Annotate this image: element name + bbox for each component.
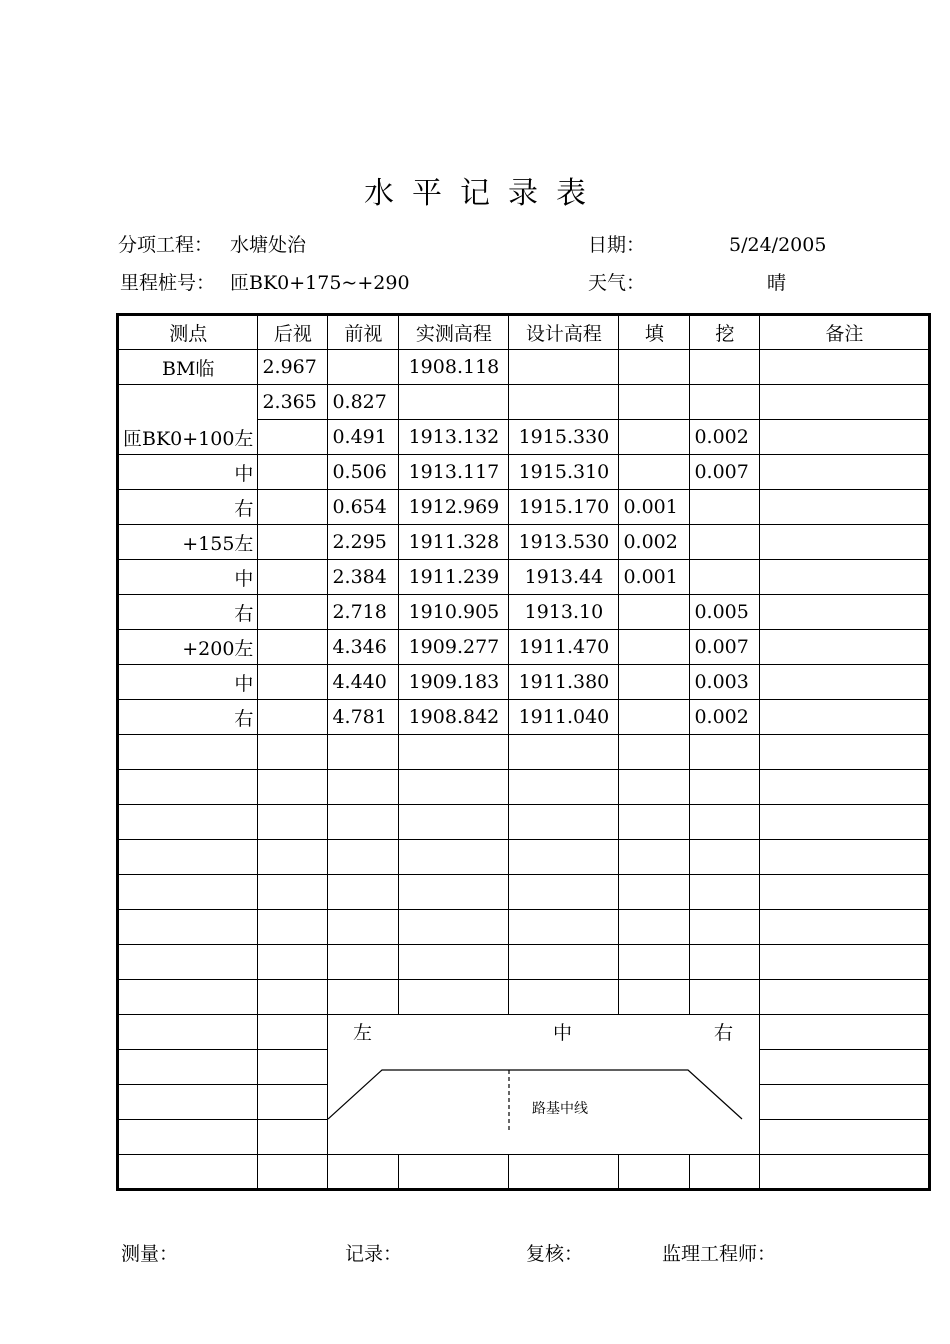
item-label: 分项工程： (118, 234, 214, 256)
col-header-foresight: 前视 (328, 315, 399, 350)
table-row (118, 455, 930, 490)
cell-point: 右 (118, 595, 258, 630)
cell-fill (619, 595, 690, 630)
date-value: 5/24/2005 (729, 234, 827, 256)
cell-design: 1913.44 (509, 560, 619, 595)
cell-measured: 1908.842 (399, 700, 509, 735)
cell-measured: 1912.969 (399, 490, 509, 525)
cell-foresight: 4.440 (328, 665, 399, 700)
station-label: 里程桩号： (120, 272, 216, 294)
cell-cut: 0.002 (690, 420, 760, 455)
footer-supervisor: 监理工程师： (662, 1243, 777, 1265)
cell-foresight (328, 350, 399, 385)
cell-point: 中 (118, 455, 258, 490)
cell-remarks (760, 420, 930, 455)
cell-cut (690, 525, 760, 560)
cell-remarks (760, 525, 930, 560)
table-row (118, 595, 930, 630)
table-row (118, 560, 930, 595)
empty-row (118, 770, 930, 805)
cell-remarks (760, 385, 930, 420)
empty-row (118, 840, 930, 875)
diagram-label-right: 右 (714, 1022, 734, 1044)
footer-surveyor: 测量： (121, 1243, 179, 1265)
cell-point: 右 (118, 490, 258, 525)
table-row (118, 630, 930, 665)
cell-backsight (258, 490, 328, 525)
cell-remarks (760, 455, 930, 490)
cell-point: +155左 (118, 525, 258, 560)
cell-fill (619, 665, 690, 700)
cell-fill: 0.001 (619, 560, 690, 595)
col-header-fill: 填 (619, 315, 690, 350)
cell-point: 中 (118, 560, 258, 595)
cell-backsight: 2.967 (258, 350, 328, 385)
empty-row (118, 1155, 930, 1190)
cell-remarks (760, 700, 930, 735)
table-row (118, 490, 930, 525)
cell-foresight: 0.506 (328, 455, 399, 490)
cell-measured (399, 385, 509, 420)
cell-backsight (258, 700, 328, 735)
cell-cut: 0.007 (690, 630, 760, 665)
item-value: 水塘处治 (230, 234, 307, 256)
cell-measured: 1913.132 (399, 420, 509, 455)
cell-fill (619, 455, 690, 490)
cell-design: 1913.10 (509, 595, 619, 630)
cell-foresight: 0.491 (328, 420, 399, 455)
cell-design (509, 385, 619, 420)
footer-recorder: 记录： (345, 1243, 403, 1265)
cell-point (118, 385, 258, 420)
cell-foresight: 2.295 (328, 525, 399, 560)
cell-cut: 0.002 (690, 700, 760, 735)
cell-design: 1911.380 (509, 665, 619, 700)
cell-remarks (760, 560, 930, 595)
cell-fill (619, 385, 690, 420)
cell-design: 1913.530 (509, 525, 619, 560)
footer-checker: 复核： (526, 1243, 584, 1265)
date-label: 日期： (588, 234, 646, 256)
level-record-table (116, 313, 931, 1191)
roadbed-outline (328, 1015, 759, 1155)
diagram-label-center: 中 (553, 1022, 573, 1044)
cell-fill (619, 350, 690, 385)
cell-backsight: 2.365 (258, 385, 328, 420)
table-row (118, 350, 930, 385)
roadbed-cross-section-diagram (328, 1015, 760, 1155)
cell-point: +200左 (118, 630, 258, 665)
empty-row (118, 735, 930, 770)
cell-design (509, 350, 619, 385)
empty-row (118, 980, 930, 1015)
cell-foresight: 2.718 (328, 595, 399, 630)
cell-cut (690, 490, 760, 525)
station-value: 匝BK0+175~+290 (230, 272, 410, 294)
cell-backsight (258, 665, 328, 700)
cell-measured: 1911.239 (399, 560, 509, 595)
cell-point: BM临 (118, 350, 258, 385)
cell-remarks (760, 490, 930, 525)
empty-row (118, 910, 930, 945)
cell-cut: 0.007 (690, 455, 760, 490)
page-title: 水平记录表 (364, 176, 604, 211)
cell-measured: 1909.277 (399, 630, 509, 665)
weather-label: 天气： (588, 272, 646, 294)
table-header-row (118, 315, 930, 350)
cell-measured: 1910.905 (399, 595, 509, 630)
cell-foresight: 4.781 (328, 700, 399, 735)
cell-cut (690, 350, 760, 385)
cell-fill: 0.001 (619, 490, 690, 525)
diagram-label-left: 左 (353, 1022, 373, 1044)
cell-backsight (258, 630, 328, 665)
table-row (118, 420, 930, 455)
cell-backsight (258, 560, 328, 595)
cell-cut: 0.005 (690, 595, 760, 630)
col-header-point: 测点 (118, 315, 258, 350)
col-header-backsight: 后视 (258, 315, 328, 350)
table-row (118, 665, 930, 700)
cell-design: 1915.170 (509, 490, 619, 525)
empty-row (118, 875, 930, 910)
cell-backsight (258, 455, 328, 490)
cell-point: 中 (118, 665, 258, 700)
cell-remarks (760, 350, 930, 385)
cell-fill (619, 630, 690, 665)
col-header-cut: 挖 (690, 315, 760, 350)
cell-point: 右 (118, 700, 258, 735)
cell-backsight (258, 420, 328, 455)
table-row (118, 525, 930, 560)
cell-fill (619, 700, 690, 735)
weather-value: 晴 (767, 272, 787, 294)
cell-cut (690, 385, 760, 420)
cell-remarks (760, 595, 930, 630)
cell-fill (619, 420, 690, 455)
cell-foresight: 0.654 (328, 490, 399, 525)
cell-design: 1911.040 (509, 700, 619, 735)
cell-backsight (258, 595, 328, 630)
cell-design: 1915.330 (509, 420, 619, 455)
cell-cut (690, 560, 760, 595)
cell-measured: 1911.328 (399, 525, 509, 560)
cell-foresight: 4.346 (328, 630, 399, 665)
col-header-design-elevation: 设计高程 (509, 315, 619, 350)
table-row (118, 700, 930, 735)
cell-remarks (760, 665, 930, 700)
cell-cut: 0.003 (690, 665, 760, 700)
cell-measured: 1913.117 (399, 455, 509, 490)
cell-backsight (258, 525, 328, 560)
diagram-centerline-label: 路基中线 (532, 1101, 589, 1117)
empty-row (118, 805, 930, 840)
cell-measured: 1909.183 (399, 665, 509, 700)
cell-foresight: 2.384 (328, 560, 399, 595)
cell-design: 1915.310 (509, 455, 619, 490)
table-row (118, 385, 930, 420)
cell-measured: 1908.118 (399, 350, 509, 385)
col-header-measured-elevation: 实测高程 (399, 315, 509, 350)
empty-row (118, 945, 930, 980)
cell-point: 匝BK0+100左 (118, 420, 258, 455)
cell-remarks (760, 630, 930, 665)
cell-design: 1911.470 (509, 630, 619, 665)
cell-fill: 0.002 (619, 525, 690, 560)
col-header-remarks: 备注 (760, 315, 930, 350)
cell-foresight: 0.827 (328, 385, 399, 420)
empty-row (118, 1015, 930, 1050)
